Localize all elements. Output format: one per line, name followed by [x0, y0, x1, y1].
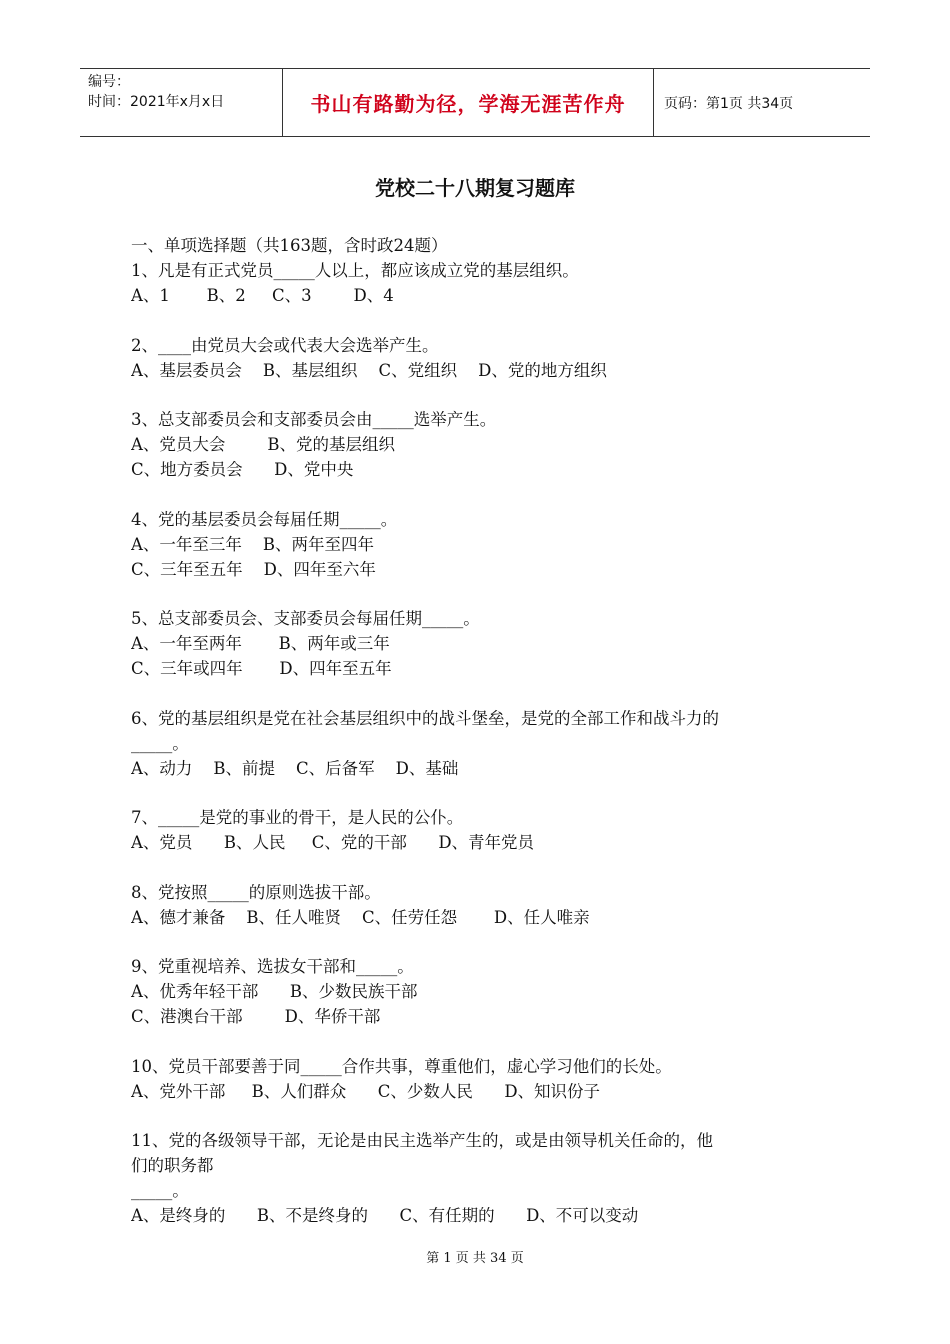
section-heading: 一、单项选择题（共163题，含时政24题） — [131, 236, 448, 255]
question-item — [131, 954, 831, 1029]
answer-options: A、党员 B、人民 C、党的干部 D、青年党员 — [131, 833, 535, 852]
answer-options: A、一年至两年 B、两年或三年 — [131, 634, 390, 653]
header-motto: 书山有路勤为径，学海无涯苦作舟 — [282, 69, 654, 136]
question-item — [131, 880, 831, 930]
document-number-label: 编号： — [88, 74, 130, 90]
question-text: 6、党的基层组织是党在社会基层组织中的战斗堡垒，是党的全部工作和战斗力的 — [131, 708, 719, 728]
answer-options: A、动力 B、前提 C、后备军 D、基础 — [131, 758, 459, 778]
question-item — [131, 407, 831, 482]
answer-options: C、地方委员会 D、党中央 — [131, 460, 354, 479]
header-meta — [80, 69, 282, 136]
question-text: 们的职务都 — [131, 1156, 214, 1175]
question-gap — [131, 308, 831, 333]
question-gap — [131, 482, 831, 507]
question-gap — [131, 383, 831, 408]
answer-options: A、是终身的 B、不是终身的 C、有任期的 D、不可以变动 — [131, 1206, 639, 1225]
page-header — [80, 68, 870, 137]
question-item — [131, 333, 831, 383]
question-text: 5、总支部委员会、支部委员会每届任期_____。 — [131, 609, 480, 628]
question-gap — [131, 930, 831, 955]
question-gap — [131, 681, 831, 706]
question-gap — [131, 781, 831, 806]
question-item — [131, 258, 831, 308]
question-item — [131, 507, 831, 582]
answer-options: A、1 B、2 C、3 D、4 — [131, 286, 394, 305]
question-text: _____。 — [131, 733, 189, 753]
answer-options: A、优秀年轻干部 B、少数民族干部 — [131, 982, 418, 1001]
answer-options: C、港澳台干部 D、华侨干部 — [131, 1007, 381, 1026]
question-gap — [131, 855, 831, 880]
answer-options: C、三年至五年 D、四年至六年 — [131, 559, 376, 579]
document-title: 党校二十八期复习题库 — [375, 176, 575, 200]
question-text: 4、党的基层委员会每届任期_____。 — [131, 509, 398, 529]
document-time-label: 时间：2021年x月x日 — [88, 94, 225, 110]
question-gap — [131, 1029, 831, 1054]
answer-options: A、基层委员会 B、基层组织 C、党组织 D、党的地方组织 — [131, 360, 607, 380]
question-item — [131, 606, 831, 681]
question-text: 11、党的各级领导干部，无论是由民主选举产生的，或是由领导机关任命的，他 — [131, 1131, 713, 1150]
question-item — [131, 805, 831, 855]
question-text: 8、党按照_____的原则选拔干部。 — [131, 882, 381, 902]
question-item — [131, 1054, 831, 1104]
question-text: 10、党员干部要善于同_____合作共事，尊重他们，虚心学习他们的长处。 — [131, 1056, 672, 1076]
page-footer: 第 1 页 共 34 页 — [426, 1251, 524, 1266]
answer-options: A、党员大会 B、党的基层组织 — [131, 435, 395, 454]
question-text: _____。 — [131, 1181, 189, 1200]
question-gap — [131, 1104, 831, 1129]
question-text: 9、党重视培养、选拔女干部和_____。 — [131, 957, 414, 976]
question-text: 7、_____是党的事业的骨干，是人民的公仆。 — [131, 808, 464, 827]
answer-options: A、德才兼备 B、任人唯贤 C、任劳任怨 D、任人唯亲 — [131, 907, 590, 927]
answer-options: A、党外干部 B、人们群众 C、少数人民 D、知识份子 — [131, 1081, 601, 1101]
question-item — [131, 706, 831, 781]
question-gap — [131, 582, 831, 607]
question-item — [131, 1128, 831, 1228]
header-page-info: 页码：第1页 共34页 — [664, 95, 794, 112]
question-text: 3、总支部委员会和支部委员会由_____选举产生。 — [131, 410, 497, 429]
question-text: 2、____由党员大会或代表大会选举产生。 — [131, 335, 439, 355]
question-text: 1、凡是有正式党员_____人以上，都应该成立党的基层组织。 — [131, 261, 579, 280]
answer-options: A、一年至三年 B、两年至四年 — [131, 534, 375, 554]
answer-options: C、三年或四年 D、四年至五年 — [131, 659, 392, 678]
question-list — [131, 233, 831, 1228]
